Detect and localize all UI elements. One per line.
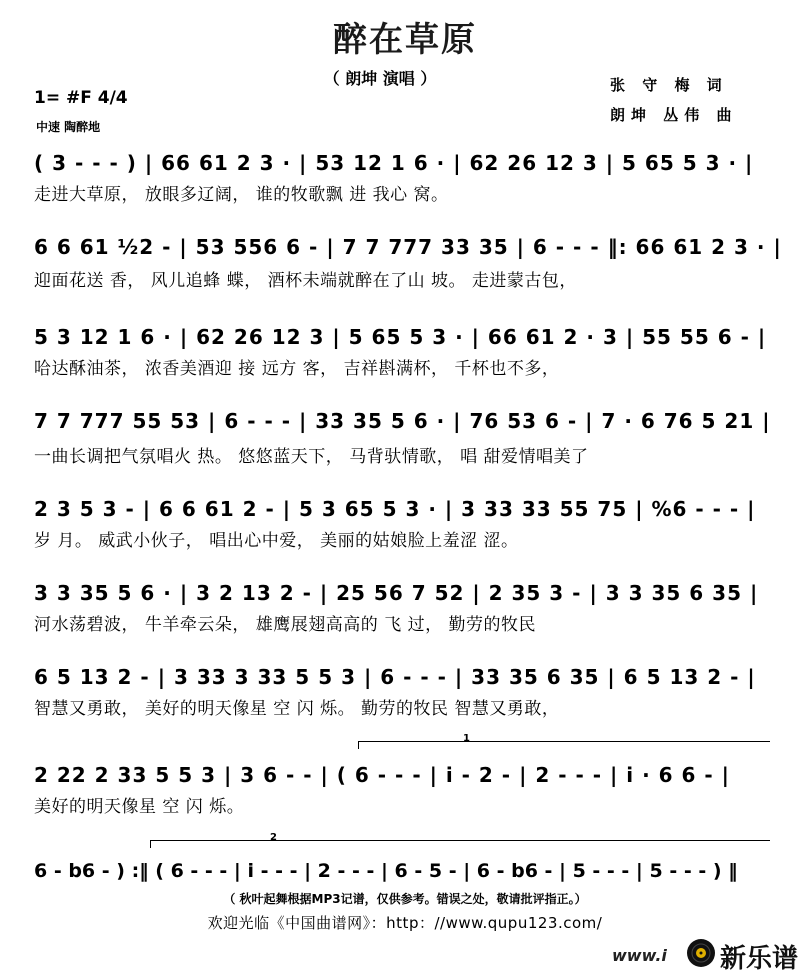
notation-line-2: 6 6 61 ½2 - | 53 556 6 - | 7 7 777 33 35 | 6 - - - ‖: 66 61 2 3 · | xyxy=(34,235,782,259)
watermark-url: www.i xyxy=(612,946,667,965)
volta-1-bracket-hook xyxy=(358,741,359,749)
notation-line-1: ( 3 - - - ) | 66 61 2 3 · | 53 12 1 6 · | 62 26 12 3 | 5 65 5 3 · | xyxy=(34,151,754,175)
author-credits xyxy=(610,70,737,130)
watermark-brand: 新乐谱 xyxy=(720,944,799,974)
notation-line-9: 6 - b6 - ) :‖ ( 6 - - - | i - - - | 2 - - - | 6 - 5 - | 6 - b6 - | 5 - - - | 5 - - - ) ‖ xyxy=(34,860,738,882)
vinyl-record-icon xyxy=(686,938,716,968)
lyrics-line-2: 迎面花送 香， 风儿追蜂 蝶， 酒杯未端就醉在了山 坡。 走进蒙古包， xyxy=(34,271,577,291)
volta-2-label: 2 xyxy=(270,832,277,843)
volta-2-bracket xyxy=(150,840,770,841)
lyrics-line-4: 一曲长调把气氛唱火 热。 悠悠蓝天下， 马背驮情歌， 唱 甜爱情唱美了 xyxy=(34,447,589,467)
performer-credit: （ 朗坤 演唱 ） xyxy=(323,69,437,88)
composer-credit: 朗坤 丛伟 曲 xyxy=(610,106,738,124)
site-url[interactable]: 欢迎光临《中国曲谱网》：http：//www.qupu123.com/ xyxy=(207,914,603,932)
notation-line-8: 2 22 2 33 5 5 3 | 3 6 - - | ( 6 - - - | i - 2 - | 2 - - - | i · 6 6 - | xyxy=(34,763,730,787)
lyrics-line-8: 美好的明天像星 空 闪 烁。 xyxy=(34,797,245,817)
volta-1-bracket xyxy=(358,741,770,742)
transcription-note: （ 秋叶起舞根据MP3记谱，仅供参考。错误之处，敬请批评指正。） xyxy=(223,892,587,906)
notation-line-5: 2 3 5 3 - | 6 6 61 2 - | 5 3 65 5 3 · | 3 33 33 55 75 | %6 - - - | xyxy=(34,497,756,521)
lyrics-line-5: 岁 月。 威武小伙子， 唱出心中爱， 美丽的姑娘脸上羞涩 涩。 xyxy=(34,531,519,551)
key-signature: 1= #F 4/4 xyxy=(34,88,128,108)
notation-line-3: 5 3 12 1 6 · | 62 26 12 3 | 5 65 5 3 · | 66 61 2 · 3 | 55 55 6 - | xyxy=(34,325,767,349)
lyrics-line-6: 河水荡碧波， 牛羊牵云朵， 雄鹰展翅高高的 飞 过， 勤劳的牧民 xyxy=(34,615,537,635)
lyrics-line-3: 哈达酥油茶， 浓香美酒迎 接 远方 客， 吉祥斟满杯， 千杯也不多， xyxy=(34,359,560,379)
notation-line-6: 3 3 35 5 6 · | 3 2 13 2 - | 25 56 7 52 | 2 35 3 - | 3 3 35 6 35 | xyxy=(34,581,759,605)
song-title: 醉在草原 xyxy=(333,20,477,60)
volta-1-label: 1 xyxy=(463,733,470,744)
notation-line-4: 7 7 777 55 53 | 6 - - - | 33 35 5 6 · | 76 53 6 - | 7 · 6 76 5 21 | xyxy=(34,409,771,433)
lyrics-line-1: 走进大草原， 放眼多辽阔， 谁的牧歌飘 进 我心 窝。 xyxy=(34,185,449,205)
tempo-marking: 中速 陶醉地 xyxy=(36,120,101,134)
notation-line-7: 6 5 13 2 - | 3 33 3 33 5 5 3 | 6 - - - | 33 35 6 35 | 6 5 13 2 - | xyxy=(34,665,756,689)
volta-2-bracket-hook xyxy=(150,840,151,848)
lyricist-credit: 张 守 梅 词 xyxy=(610,76,728,94)
lyrics-line-7: 智慧又勇敢， 美好的明天像星 空 闪 烁。 勤劳的牧民 智慧又勇敢， xyxy=(34,699,560,719)
